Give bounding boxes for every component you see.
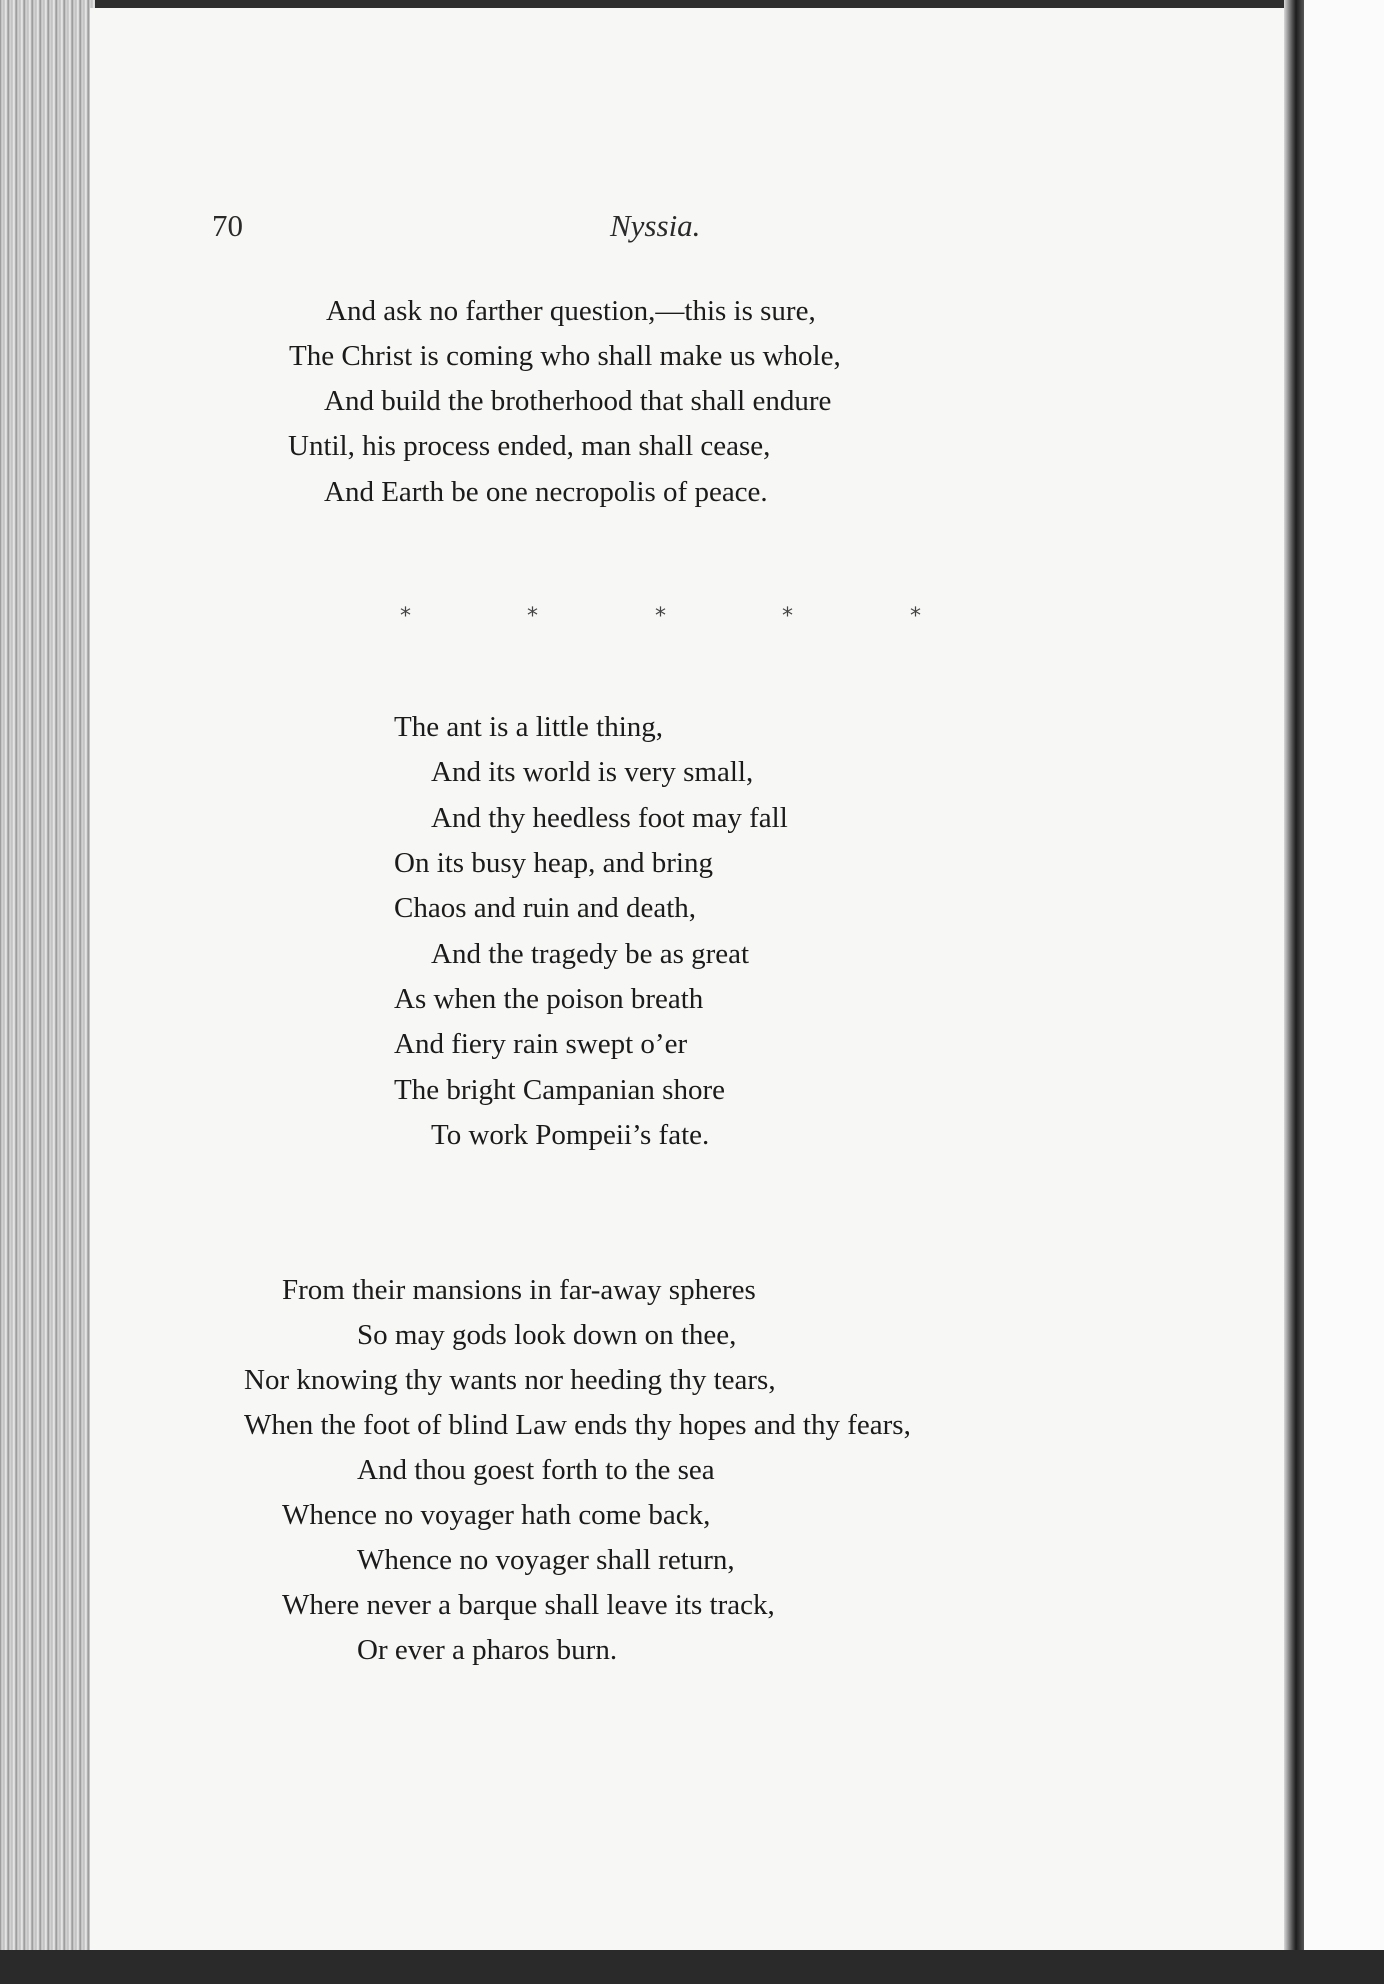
- verse-line: Whence no voyager hath come back,: [282, 1499, 711, 1531]
- verse-line: The Christ is coming who shall make us whole,: [289, 340, 841, 372]
- verse-line: Until, his process ended, man shall cease,: [288, 430, 771, 462]
- verse-line: Whence no voyager shall return,: [357, 1544, 735, 1576]
- book-page: [90, 8, 1290, 1953]
- verse-line: The ant is a little thing,: [394, 711, 664, 743]
- page-header: [90, 208, 1290, 248]
- page-number: 70: [212, 208, 243, 243]
- verse-line: On its busy heap, and bring: [394, 847, 713, 879]
- verse-line: And ask no farther question,—this is sure,: [326, 295, 816, 327]
- verse-line: And build the brotherhood that shall endure: [324, 385, 832, 417]
- facing-page-edge: [1304, 0, 1384, 1984]
- section-break-asterisks: [90, 604, 1290, 644]
- verse-line: Where never a barque shall leave its track,: [282, 1589, 775, 1621]
- verse-line: And thou goest forth to the sea: [357, 1454, 715, 1486]
- asterisk: *: [400, 604, 411, 629]
- verse-line: Chaos and ruin and death,: [394, 892, 697, 924]
- asterisk: *: [910, 604, 921, 629]
- verse-line: From their mansions in far-away spheres: [282, 1274, 756, 1306]
- verse-line: When the foot of blind Law ends thy hopes and thy fears,: [244, 1409, 911, 1441]
- verse-line: The bright Campanian shore: [394, 1074, 725, 1106]
- asterisk: *: [782, 604, 793, 629]
- book-page-edges: [0, 0, 95, 1984]
- asterisk: *: [527, 604, 538, 629]
- verse-line: And the tragedy be as great: [431, 938, 750, 970]
- verse-line: And its world is very small,: [431, 756, 754, 788]
- running-title: Nyssia.: [610, 208, 701, 243]
- verse-line: And fiery rain swept o’er: [394, 1028, 688, 1060]
- scan-bottom-border: [0, 1950, 1384, 1984]
- verse-line: Or ever a pharos burn.: [357, 1634, 618, 1666]
- book-spine-shadow: [1284, 0, 1304, 1984]
- verse-line: To work Pompeii’s fate.: [431, 1119, 710, 1151]
- verse-line: So may gods look down on thee,: [357, 1319, 737, 1351]
- verse-line: As when the poison breath: [394, 983, 704, 1015]
- verse-line: And Earth be one necropolis of peace.: [324, 476, 768, 508]
- asterisk: *: [655, 604, 666, 629]
- verse-line: And thy heedless foot may fall: [431, 802, 788, 834]
- verse-line: Nor knowing thy wants nor heeding thy tears,: [244, 1364, 776, 1396]
